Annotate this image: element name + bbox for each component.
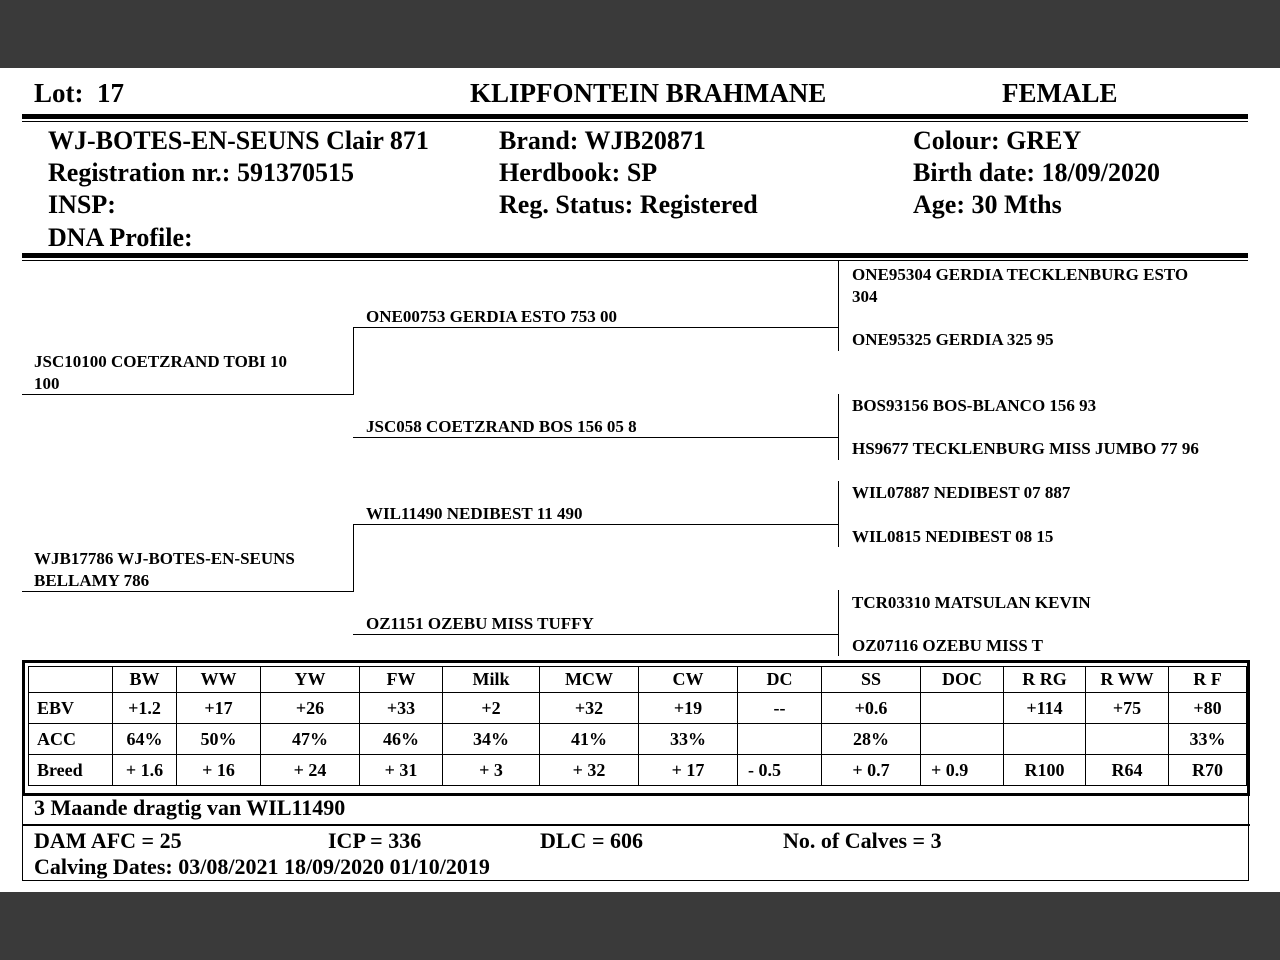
notes-border-bottom [22,880,1249,881]
dam-sire-name: WIL11490 NEDIBEST 11 490 [366,504,583,523]
sire-dam-line [353,437,839,438]
ebv-cell: 33% [1169,724,1247,755]
great-grandparent-8: OZ07116 OZEBU MISS T [852,636,1043,655]
gg-bracket-4 [838,590,839,656]
ebv-cell: - 0.5 [738,755,822,786]
great-grandparent-6: WIL0815 NEDIBEST 08 15 [852,527,1054,546]
ebv-header-cell: R F [1169,667,1247,693]
ebv-header-cell: R WW [1086,667,1169,693]
ebv-cell: +33 [360,693,443,724]
pregnancy-note: 3 Maande dragtig van WIL11490 [34,795,346,820]
animal-name: WJ-BOTES-EN-SEUNS Clair 871 [48,126,429,155]
ebv-cell: +17 [177,693,261,724]
colour: Colour: GREY [913,126,1082,155]
lot-label-text: Lot: [34,78,84,108]
great-grandparent-5: WIL07887 NEDIBEST 07 887 [852,483,1071,502]
ebv-cell: +75 [1086,693,1169,724]
reg-status: Reg. Status: Registered [499,190,758,219]
ebv-cell [921,693,1004,724]
sire-name-line1: JSC10100 COETZRAND TOBI 10 [34,352,288,371]
ebv-cell: 41% [540,724,639,755]
gg-bracket-3 [838,481,839,547]
ebv-cell: +32 [540,693,639,724]
ebv-header-cell [29,667,113,693]
ebv-cell: + 16 [177,755,261,786]
great-grandparent-3: BOS93156 BOS-BLANCO 156 93 [852,396,1097,415]
notes-divider [22,824,1250,826]
notes-border-left [22,793,23,881]
info-rule-thin [22,260,1248,261]
ebv-cell: + 32 [540,755,639,786]
ebv-header-cell: DOC [921,667,1004,693]
dam-dam-line [353,634,839,635]
ebv-row-label: Breed [29,755,113,786]
great-grandparent-7: TCR03310 MATSULAN KEVIN [852,593,1091,612]
calving-dates: Calving Dates: 03/08/2021 18/09/2020 01/10/2019 [34,854,490,879]
ebv-cell: 34% [443,724,540,755]
dam-name [34,548,295,592]
great-grandparent-4: HS9677 TECKLENBURG MISS JUMBO 77 96 [852,439,1199,458]
dam-dam-name: OZ1151 OZEBU MISS TUFFY [366,614,594,633]
ebv-cell: +114 [1004,693,1086,724]
ebv-cell [1004,724,1086,755]
brand: Brand: WJB20871 [499,126,706,155]
ebv-header-cell: SS [822,667,921,693]
age: Age: 30 Mths [913,190,1062,219]
notes-border-right [1248,793,1249,881]
calves-count: No. of Calves = 3 [783,828,942,853]
ebv-row-label: ACC [29,724,113,755]
ebv-row [29,755,1247,786]
dlc: DLC = 606 [540,828,643,853]
ebv-cell: +26 [261,693,360,724]
sex-label: FEMALE [1002,78,1118,108]
ebv-cell: -- [738,693,822,724]
ebv-header-cell: FW [360,667,443,693]
ebv-header-cell: DC [738,667,822,693]
ebv-row-label: EBV [29,693,113,724]
dam-bracket [353,525,354,592]
ebv-cell: + 1.6 [113,755,177,786]
notes-divider-top [22,793,1250,794]
ebv-header-cell: BW [113,667,177,693]
header-rule-thin [22,121,1248,122]
ebv-cell: 28% [822,724,921,755]
great-grandparent-1-line2: 304 [852,287,878,306]
dam-line [22,591,354,592]
ebv-cell: + 31 [360,755,443,786]
ebv-cell: R64 [1086,755,1169,786]
ebv-cell: + 3 [443,755,540,786]
sire-name [34,351,287,395]
great-grandparent-1-line1: ONE95304 GERDIA TECKLENBURG ESTO [852,265,1189,284]
ebv-cell: 47% [261,724,360,755]
sire-name-line2: 100 [34,374,60,393]
ebv-header-cell: R RG [1004,667,1086,693]
insp: INSP: [48,190,116,219]
header-rule [22,114,1248,119]
ebv-header-cell: YW [261,667,360,693]
ebv-cell: R100 [1004,755,1086,786]
ebv-row [29,693,1247,724]
info-rule [22,253,1248,258]
dna-profile: DNA Profile: [48,223,193,252]
ebv-row [29,724,1247,755]
gg-bracket-2 [838,394,839,460]
sale-catalogue-page [0,68,1280,892]
ebv-header-cell: Milk [443,667,540,693]
ebv-header-cell: CW [639,667,738,693]
great-grandparent-2: ONE95325 GERDIA 325 95 [852,330,1054,349]
ebv-cell: + 0.9 [921,755,1004,786]
ebv-cell: + 17 [639,755,738,786]
ebv-cell [921,724,1004,755]
ebv-header-cell: MCW [540,667,639,693]
icp: ICP = 336 [328,828,422,853]
ebv-table [28,666,1247,786]
ebv-cell: + 24 [261,755,360,786]
ebv-cell: +2 [443,693,540,724]
sire-bracket [353,328,354,395]
sire-dam-name: JSC058 COETZRAND BOS 156 05 8 [366,417,637,436]
ebv-cell: 50% [177,724,261,755]
ebv-table-frame [22,660,1250,796]
sire-sire-line [353,327,839,328]
birth-date: Birth date: 18/09/2020 [913,158,1160,187]
herdbook: Herdbook: SP [499,158,658,187]
ebv-cell: 46% [360,724,443,755]
sire-line [22,394,354,395]
dam-sire-line [353,524,839,525]
ebv-cell: +80 [1169,693,1247,724]
ebv-header-row [29,667,1247,693]
ebv-cell: + 0.7 [822,755,921,786]
lot-label [34,78,124,109]
registration-number: Registration nr.: 591370515 [48,158,354,187]
dam-name-line2: BELLAMY 786 [34,571,150,590]
dam-name-line1: WJB17786 WJ-BOTES-EN-SEUNS [34,549,295,568]
ebv-cell: +1.2 [113,693,177,724]
gg-bracket-1 [838,261,839,351]
ebv-cell: R70 [1169,755,1247,786]
dam-afc: DAM AFC = 25 [34,828,182,853]
ebv-cell: 64% [113,724,177,755]
lot-number: 17 [97,78,124,108]
ebv-cell [738,724,822,755]
great-grandparent-1 [852,264,1188,308]
ebv-cell: +0.6 [822,693,921,724]
ebv-header-cell: WW [177,667,261,693]
ebv-cell: 33% [639,724,738,755]
sire-sire-name: ONE00753 GERDIA ESTO 753 00 [366,307,617,326]
ebv-cell [1086,724,1169,755]
breeder-name: KLIPFONTEIN BRAHMANE [470,78,827,108]
ebv-cell: +19 [639,693,738,724]
